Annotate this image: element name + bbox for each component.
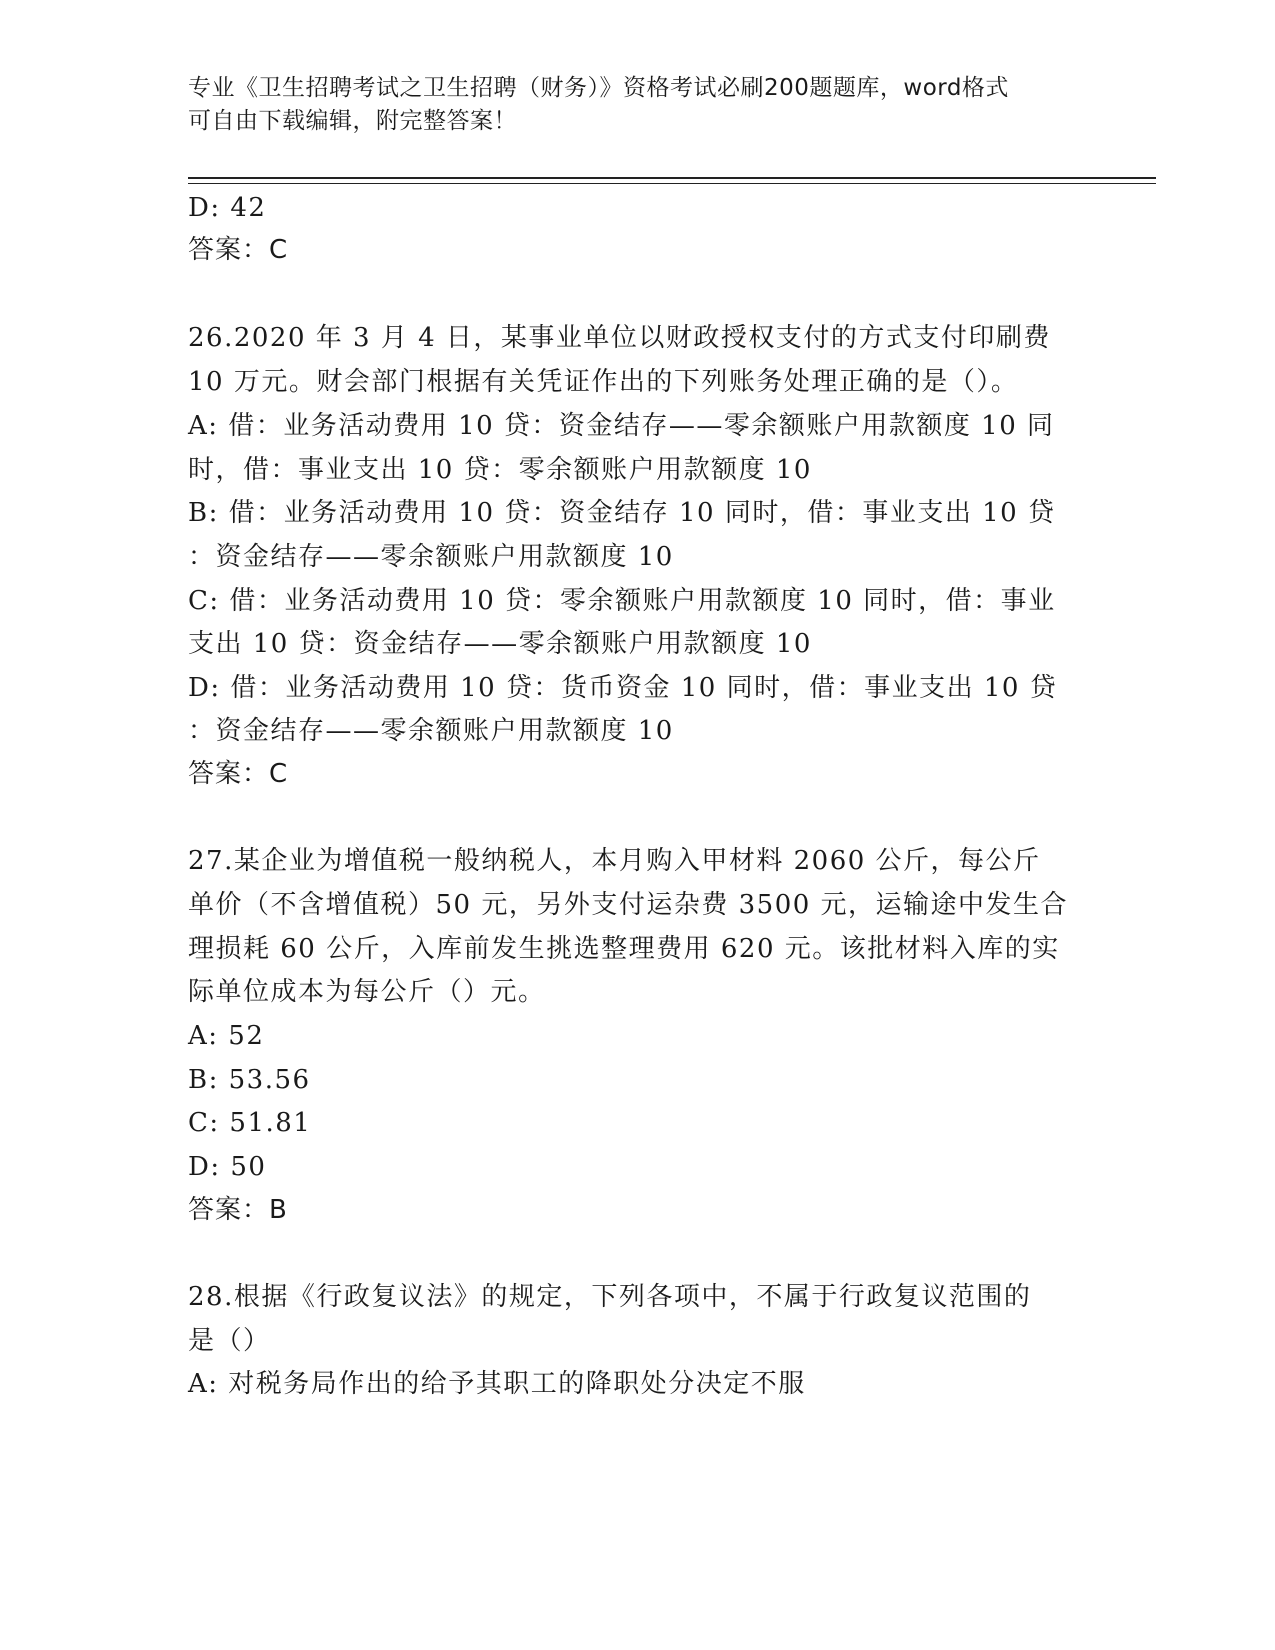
q27-stem-line-3: 理损耗 60 公斤，入库前发生挑选整理费用 620 元。该批材料入库的实 (188, 934, 1060, 964)
q27-option-b: B: 53.56 (188, 1065, 311, 1095)
q26-option-a-line-2: 时，借：事业支出 10 贷：零余额账户用款额度 10 (188, 455, 812, 485)
q27-stem-line-4: 际单位成本为每公斤（）元。 (188, 977, 546, 1007)
header-divider-thick (188, 177, 1156, 179)
q26-option-c-line-2: 支出 10 贷：资金结存——零余额账户用款额度 10 (188, 629, 812, 659)
q26-stem-line-1: 26.2020 年 3 月 4 日，某事业单位以财政授权支付的方式支付印刷费 (188, 323, 1051, 353)
q25-answer: 答案：C (188, 235, 289, 265)
q26-option-d-line-1: D: 借：业务活动费用 10 贷：货币资金 10 同时，借：事业支出 10 贷 (188, 673, 1058, 703)
q26-option-b-line-1: B: 借：业务活动费用 10 贷：资金结存 10 同时，借：事业支出 10 贷 (188, 498, 1056, 528)
q26-option-c-line-1: C: 借：业务活动费用 10 贷：零余额账户用款额度 10 同时，借：事业 (188, 586, 1056, 616)
q27-option-a: A: 52 (188, 1021, 265, 1051)
q27-answer: 答案：B (188, 1195, 288, 1225)
q27-stem-line-1: 27.某企业为增值税一般纳税人，本月购入甲材料 2060 公斤，每公斤 (188, 846, 1041, 876)
header-line-2: 可自由下载编辑，附完整答案！ (188, 108, 517, 134)
header-divider-thin (188, 183, 1156, 184)
q28-stem-line-1: 28.根据《行政复议法》的规定，下列各项中，不属于行政复议范围的 (188, 1282, 1032, 1312)
document-header (188, 72, 1068, 138)
q28-option-a: A: 对税务局作出的给予其职工的降职处分决定不服 (188, 1369, 806, 1399)
q28-stem-line-2: 是（） (188, 1326, 271, 1356)
q27-stem-line-2: 单价（不含增值税）50 元，另外支付运杂费 3500 元，运输途中发生合 (188, 890, 1069, 920)
q26-option-d-line-2: ：资金结存——零余额账户用款额度 10 (188, 716, 674, 746)
q27-option-d: D: 50 (188, 1152, 267, 1182)
q27-option-c: C: 51.81 (188, 1108, 312, 1138)
q26-option-a-line-1: A: 借：业务活动费用 10 贷：资金结存——零余额账户用款额度 10 同 (188, 411, 1055, 441)
header-line-1: 专业《卫生招聘考试之卫生招聘（财务）》资格考试必刷200题题库，word格式 (188, 75, 1009, 101)
q26-stem-line-2: 10 万元。财会部门根据有关凭证作出的下列账务处理正确的是（）。 (188, 367, 1019, 397)
q25-option-d: D: 42 (188, 193, 267, 223)
q26-answer: 答案：C (188, 759, 289, 789)
q26-option-b-line-2: ：资金结存——零余额账户用款额度 10 (188, 542, 674, 572)
